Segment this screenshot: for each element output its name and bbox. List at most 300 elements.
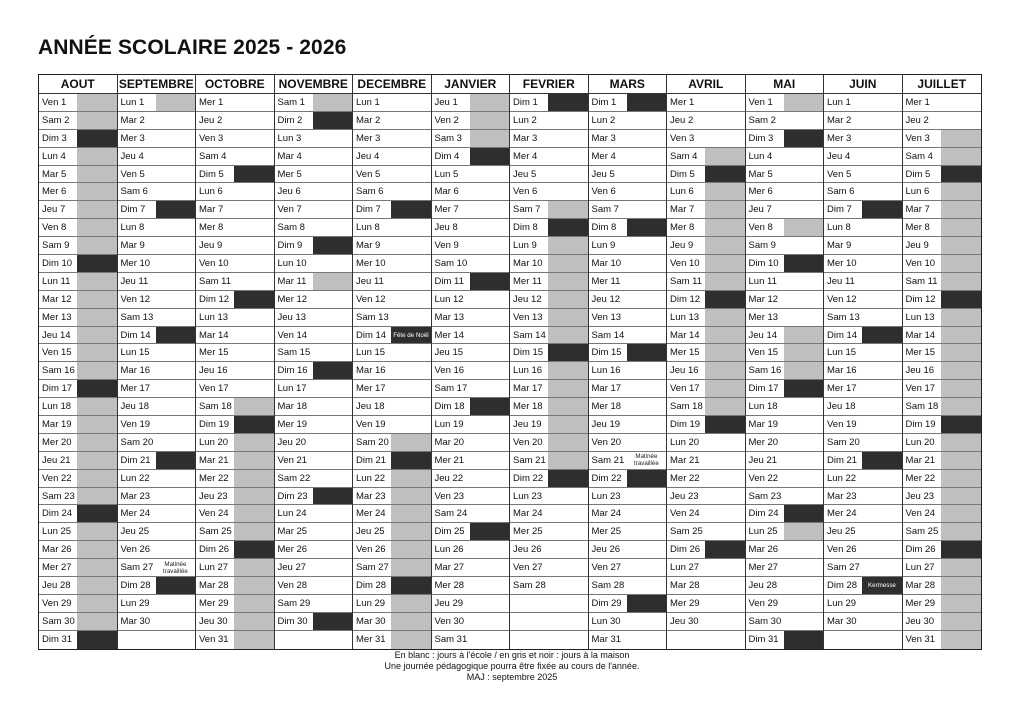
day-label: Jeu 7	[42, 204, 66, 216]
school-day-cell	[548, 183, 587, 200]
day-label: Ven 31	[199, 633, 229, 645]
day-label: Mer 14	[434, 329, 465, 341]
day-label: Jeu 5	[513, 168, 537, 180]
school-day-cell	[234, 112, 273, 129]
home-day-cell	[784, 219, 823, 236]
day-row	[746, 613, 824, 631]
day-label: Sam 11	[670, 275, 703, 287]
month-column-novembre	[275, 75, 354, 649]
day-label: Sam 13	[356, 311, 389, 323]
school-day-cell	[391, 130, 430, 147]
school-day-cell	[784, 541, 823, 558]
home-day-cell	[391, 559, 430, 576]
school-day-cell	[627, 434, 666, 451]
day-row	[903, 595, 982, 613]
school-day-cell	[548, 613, 587, 630]
day-row	[275, 94, 353, 112]
day-label: Mer 20	[748, 436, 779, 448]
day-row	[903, 362, 982, 380]
day-row	[824, 541, 902, 559]
school-day-cell	[234, 380, 273, 397]
school-day-cell	[627, 613, 666, 630]
school-day-cell	[627, 398, 666, 415]
day-row	[432, 291, 510, 309]
day-label: Lun 23	[513, 490, 543, 502]
home-day-cell	[234, 595, 273, 612]
school-day-cell	[548, 577, 587, 594]
day-row	[667, 344, 745, 362]
school-day-cell	[784, 148, 823, 165]
day-label: Sam 18	[670, 401, 703, 413]
day-row	[353, 595, 431, 613]
day-label: Lun 11	[748, 275, 777, 287]
day-row	[432, 255, 510, 273]
day-label: Dim 31	[42, 633, 73, 645]
day-row	[118, 237, 196, 255]
day-label: Jeu 4	[120, 150, 144, 162]
day-label: Jeu 9	[670, 240, 694, 252]
day-row	[667, 291, 745, 309]
day-row	[510, 344, 588, 362]
day-row	[196, 344, 274, 362]
school-day-cell	[156, 559, 195, 576]
home-day-cell	[77, 344, 116, 361]
school-day-cell	[234, 309, 273, 326]
day-row	[39, 470, 117, 488]
sunday-cell	[862, 201, 901, 218]
day-row	[667, 613, 745, 631]
school-day-cell	[862, 595, 901, 612]
day-label: Mar 21	[905, 454, 936, 466]
day-label: Dim 16	[277, 365, 308, 377]
day-row	[432, 523, 510, 541]
day-label: Ven 29	[42, 597, 72, 609]
day-row	[746, 183, 824, 201]
day-label: Mar 2	[827, 114, 852, 126]
month-header: JANVIER	[432, 75, 510, 94]
sunday-cell	[548, 344, 587, 361]
day-row	[667, 237, 745, 255]
day-label: Dim 12	[905, 293, 936, 305]
school-day-cell	[627, 201, 666, 218]
day-row	[510, 577, 588, 595]
day-label: Ven 5	[356, 168, 381, 180]
day-row	[824, 362, 902, 380]
day-row	[589, 362, 667, 380]
day-label: Ven 10	[199, 258, 229, 270]
school-day-cell	[548, 130, 587, 147]
school-day-cell	[548, 523, 587, 540]
day-label: Mer 26	[277, 544, 308, 556]
day-row	[39, 309, 117, 327]
day-row	[510, 416, 588, 434]
day-label: Ven 19	[827, 419, 857, 431]
day-label: Jeu 12	[513, 293, 542, 305]
school-day-cell	[313, 183, 352, 200]
school-day-cell	[627, 327, 666, 344]
day-label: Lun 20	[670, 436, 700, 448]
school-day-cell	[627, 416, 666, 433]
school-day-cell	[313, 380, 352, 397]
day-row	[432, 219, 510, 237]
day-label: Mar 21	[670, 454, 700, 466]
sunday-cell	[234, 166, 273, 183]
sunday-cell	[77, 255, 116, 272]
day-row	[824, 166, 902, 184]
day-label: Lun 13	[905, 311, 935, 323]
school-day-cell	[234, 201, 273, 218]
sunday-cell	[627, 219, 666, 236]
day-label: Jeu 22	[434, 472, 464, 484]
day-label: Mer 27	[42, 562, 72, 574]
day-label: Mer 24	[356, 508, 386, 520]
day-row	[275, 380, 353, 398]
school-day-cell	[156, 541, 195, 558]
sunday-cell	[862, 452, 901, 469]
day-row	[353, 488, 431, 506]
school-day-cell	[627, 452, 666, 469]
day-label: Mar 6	[434, 186, 459, 198]
school-day-cell	[391, 237, 430, 254]
day-label: Mer 29	[199, 597, 229, 609]
home-day-cell	[941, 237, 981, 254]
day-row	[589, 327, 667, 345]
day-row	[39, 183, 117, 201]
day-row	[667, 488, 745, 506]
day-row	[510, 559, 588, 577]
day-label	[510, 595, 548, 612]
day-label: Mar 27	[434, 562, 465, 574]
day-label: Jeu 4	[356, 150, 380, 162]
home-day-cell	[234, 613, 273, 630]
school-day-cell	[548, 631, 587, 649]
day-row	[353, 237, 431, 255]
day-row	[589, 380, 667, 398]
day-label: Sam 16	[748, 365, 782, 377]
day-row	[39, 559, 117, 577]
school-day-cell	[862, 309, 901, 326]
empty-day-row	[510, 631, 588, 649]
school-day-cell	[391, 166, 430, 183]
day-label: Jeu 2	[199, 114, 223, 126]
day-row	[589, 166, 667, 184]
school-day-cell	[627, 541, 666, 558]
day-label: Dim 1	[513, 97, 538, 108]
day-row	[353, 327, 431, 345]
sunday-cell	[156, 327, 195, 344]
day-row	[275, 273, 353, 291]
day-row	[589, 452, 667, 470]
home-day-cell	[941, 523, 981, 540]
day-row	[746, 130, 824, 148]
day-label: Mar 14	[905, 329, 936, 341]
day-row	[353, 380, 431, 398]
day-row	[432, 112, 510, 130]
day-label: Mer 17	[120, 383, 151, 395]
day-row	[196, 613, 274, 631]
day-label: Jeu 21	[748, 454, 778, 466]
day-label: Mer 3	[356, 132, 381, 144]
school-day-cell	[705, 452, 744, 469]
day-label: Dim 7	[120, 204, 146, 216]
school-day-cell	[862, 273, 901, 290]
day-label: Dim 21	[827, 454, 858, 466]
day-row	[903, 398, 982, 416]
day-row	[667, 470, 745, 488]
day-label: Sam 13	[827, 311, 860, 323]
school-day-cell	[627, 237, 666, 254]
day-row	[118, 452, 196, 470]
school-day-cell	[156, 344, 195, 361]
sunday-cell	[234, 291, 273, 308]
home-day-cell	[234, 434, 273, 451]
day-label: Sam 7	[513, 204, 541, 216]
day-label: Ven 3	[199, 132, 224, 144]
day-row	[353, 130, 431, 148]
month-header: SEPTEMBRE	[118, 75, 196, 94]
month-header: DECEMBRE	[353, 75, 431, 94]
sunday-cell	[313, 362, 352, 379]
school-day-cell	[313, 434, 352, 451]
day-row	[510, 273, 588, 291]
day-row	[746, 505, 824, 523]
home-day-cell	[77, 523, 116, 540]
day-label: Mer 8	[905, 222, 930, 234]
day-row	[39, 327, 117, 345]
school-day-cell	[313, 505, 352, 522]
day-row	[39, 452, 117, 470]
day-label: Ven 28	[277, 580, 308, 592]
home-day-cell	[77, 470, 116, 487]
day-label: Mar 31	[591, 633, 622, 645]
day-label: Mar 10	[513, 258, 543, 270]
day-label: Jeu 16	[905, 365, 935, 377]
day-label: Lun 2	[513, 114, 537, 126]
school-day-cell	[156, 309, 195, 326]
day-row	[746, 237, 824, 255]
day-label: Lun 22	[827, 472, 857, 484]
day-label: Sam 6	[120, 186, 148, 198]
home-day-cell	[234, 452, 273, 469]
day-row	[275, 327, 353, 345]
day-label: Mar 9	[356, 240, 381, 252]
home-day-cell	[77, 237, 116, 254]
day-row	[275, 309, 353, 327]
school-day-cell	[156, 273, 195, 290]
day-label: Sam 4	[905, 150, 933, 162]
home-day-cell	[705, 201, 744, 218]
day-row	[432, 130, 510, 148]
day-label: Dim 26	[199, 544, 230, 556]
sunday-cell	[784, 380, 823, 397]
school-day-cell	[234, 237, 273, 254]
school-day-cell	[470, 327, 509, 344]
home-day-cell	[234, 577, 273, 594]
day-row	[118, 595, 196, 613]
sunday-cell	[470, 523, 509, 540]
day-label: Mer 6	[748, 186, 773, 198]
day-label: Sam 24	[434, 508, 468, 520]
day-label: Lun 4	[42, 150, 66, 162]
day-row	[667, 452, 745, 470]
home-day-cell	[705, 327, 744, 344]
day-row	[589, 130, 667, 148]
day-row	[824, 219, 902, 237]
day-row	[667, 273, 745, 291]
sunday-cell	[470, 398, 509, 415]
day-label: Dim 31	[748, 633, 779, 645]
sunday-cell	[313, 237, 352, 254]
day-row	[196, 327, 274, 345]
day-label: Lun 16	[591, 365, 621, 377]
day-row	[824, 577, 902, 595]
home-day-cell	[941, 344, 981, 361]
day-label: Dim 4	[434, 150, 460, 162]
day-row	[118, 344, 196, 362]
day-label: Jeu 9	[199, 240, 223, 252]
home-day-cell	[391, 613, 430, 630]
day-label: Sam 30	[748, 615, 782, 627]
day-label: Dim 22	[513, 472, 544, 484]
day-label: Ven 24	[670, 508, 700, 520]
day-row	[589, 398, 667, 416]
day-label: Ven 22	[42, 472, 72, 484]
school-day-cell	[862, 380, 901, 397]
home-day-cell	[705, 398, 744, 415]
day-label: Dim 14	[120, 329, 151, 341]
day-label: Ven 17	[905, 383, 936, 395]
day-label: Dim 23	[277, 490, 308, 502]
update-line: MAJ : septembre 2025	[466, 672, 558, 682]
day-row	[196, 595, 274, 613]
sunday-cell	[77, 130, 116, 147]
day-row	[196, 470, 274, 488]
day-row	[589, 344, 667, 362]
day-row	[39, 380, 117, 398]
day-row	[118, 380, 196, 398]
day-row	[824, 595, 902, 613]
day-label: Mar 28	[199, 580, 229, 592]
day-label: Mar 28	[905, 580, 936, 592]
day-row	[353, 94, 431, 112]
sunday-cell	[77, 631, 116, 649]
sunday-cell	[941, 166, 981, 183]
day-label: Lun 27	[199, 562, 229, 574]
day-label: Lun 8	[120, 222, 145, 234]
day-row	[353, 255, 431, 273]
day-row	[353, 362, 431, 380]
day-label: Dim 12	[670, 293, 701, 305]
day-label: Sam 14	[591, 329, 625, 341]
day-label: Jeu 23	[905, 490, 935, 502]
school-day-cell	[548, 112, 587, 129]
day-row	[746, 523, 824, 541]
school-day-cell	[313, 416, 352, 433]
school-day-cell	[705, 434, 744, 451]
school-day-cell	[862, 130, 901, 147]
school-day-cell	[548, 488, 587, 505]
day-label: Sam 17	[434, 383, 468, 395]
day-label: Lun 15	[120, 347, 150, 359]
day-row	[903, 434, 982, 452]
day-label: Sam 27	[827, 562, 860, 574]
day-row	[903, 577, 982, 595]
day-row	[824, 237, 902, 255]
day-row	[589, 488, 667, 506]
day-row	[903, 291, 982, 309]
day-label: Mer 10	[120, 258, 151, 270]
day-row	[118, 219, 196, 237]
day-row	[196, 380, 274, 398]
school-day-cell	[156, 219, 195, 236]
home-day-cell	[941, 613, 981, 630]
day-label: Mar 9	[120, 240, 145, 252]
day-row	[432, 380, 510, 398]
school-day-cell	[941, 112, 981, 129]
day-label: Dim 26	[905, 544, 936, 556]
sunday-cell	[862, 577, 901, 594]
home-day-cell	[234, 631, 273, 649]
day-label: Ven 26	[120, 544, 151, 556]
day-row	[667, 577, 745, 595]
day-label: Mar 5	[42, 168, 67, 180]
sunday-cell	[705, 541, 744, 558]
day-row	[196, 201, 274, 219]
school-day-cell	[470, 380, 509, 397]
school-day-cell	[705, 130, 744, 147]
day-label: Mar 7	[905, 204, 930, 216]
day-row	[589, 434, 667, 452]
day-label: Jeu 30	[199, 615, 228, 627]
day-row	[118, 559, 196, 577]
month-header: FEVRIER	[510, 75, 588, 94]
school-day-cell	[313, 559, 352, 576]
day-label: Sam 21	[513, 454, 546, 466]
day-row	[275, 541, 353, 559]
school-day-cell	[470, 595, 509, 612]
school-day-cell	[234, 183, 273, 200]
day-row	[903, 112, 982, 130]
home-day-cell	[941, 559, 981, 576]
day-label: Lun 29	[827, 597, 857, 609]
day-row	[432, 362, 510, 380]
home-day-cell	[234, 559, 273, 576]
day-label: Sam 31	[434, 633, 468, 645]
day-label: Dim 15	[513, 347, 544, 359]
day-row	[432, 559, 510, 577]
day-label: Lun 10	[277, 258, 307, 270]
school-day-cell	[784, 112, 823, 129]
day-label: Ven 13	[513, 311, 543, 323]
day-label: Jeu 29	[434, 597, 464, 609]
day-label: Dim 12	[199, 293, 230, 305]
school-day-cell	[313, 398, 352, 415]
school-day-cell	[862, 631, 901, 649]
day-row	[39, 237, 117, 255]
home-day-cell	[156, 94, 195, 111]
sunday-cell	[784, 130, 823, 147]
day-row	[39, 94, 117, 112]
school-day-cell	[862, 613, 901, 630]
sunday-cell	[77, 380, 116, 397]
day-label: Mar 19	[42, 419, 72, 431]
day-row	[746, 488, 824, 506]
school-day-cell	[627, 559, 666, 576]
home-day-cell	[705, 219, 744, 236]
day-row	[746, 148, 824, 166]
day-row	[275, 201, 353, 219]
day-label: Lun 18	[42, 401, 72, 413]
